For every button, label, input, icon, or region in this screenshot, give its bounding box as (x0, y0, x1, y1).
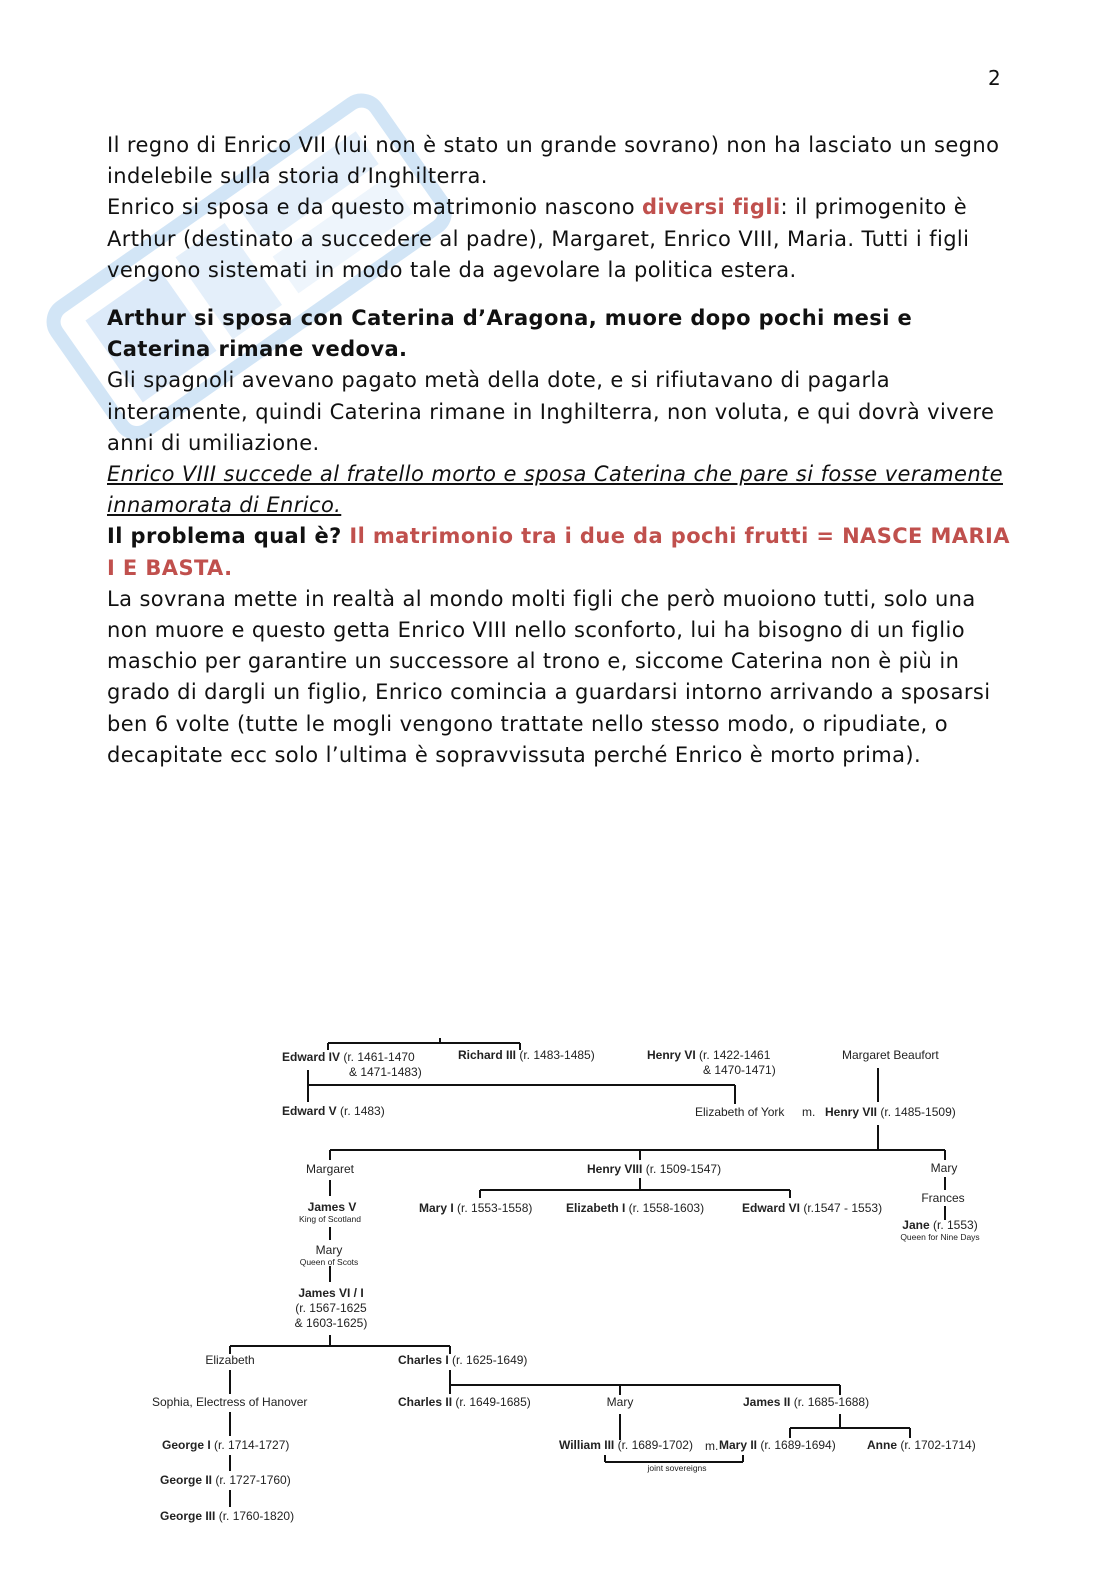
name: George III (160, 1509, 216, 1523)
name: Mary I (419, 1201, 454, 1215)
name: Edward IV (282, 1050, 341, 1064)
paragraph-enrico-viii: Enrico VIII succede al fratello morto e sposa Caterina che pare si fosse veramente innamorata di Enrico. (107, 462, 1003, 518)
name: Charles II (398, 1395, 453, 1409)
node-charles-i (398, 1353, 527, 1367)
paragraph-sovrana: La sovrana mette in realtà al mondo molti figli che però muoiono tutti, solo una non muore e questo getta Enrico VIII nello sconforto, lui ha bisogno di un figlio maschio per garantire un successore al trono e, siccome Caterina non è più in grado di dargli un figlio, Enrico comincia a guardarsi intorno arrivando a sposarsi ben 6 volte (tutte le mogli vengono trattate nello stesso modo, o ripudiate, o decapitate ecc solo l’ultima è sopravvissuta perché Enrico è morto prima). (107, 586, 991, 767)
node-richard-iii (458, 1048, 595, 1062)
name: James VI / I (298, 1286, 364, 1300)
node-james-vi (298, 1286, 363, 1300)
node-james-ii (743, 1395, 869, 1409)
node-elizabeth-i (566, 1201, 704, 1215)
reign: (r. 1689-1702) (614, 1438, 693, 1452)
node-elizabeth-of-york: Elizabeth of York (695, 1105, 785, 1119)
name: Richard III (458, 1048, 517, 1062)
paragraph-intro: Il regno di Enrico VII (lui non è stato un grande sovrano) non ha lasciato un segno indelebile sulla storia d’Inghilterra. (107, 133, 1000, 189)
name: William III (559, 1438, 615, 1452)
node-mary-i (419, 1201, 532, 1215)
marriage-mark-william: m. (705, 1439, 719, 1453)
name: Anne (867, 1438, 897, 1452)
name: Henry VIII (587, 1162, 643, 1176)
node-anne (867, 1438, 976, 1452)
reign: (r. 1461-1470 (340, 1050, 415, 1064)
node-mary-tudor: Mary (930, 1161, 958, 1175)
node-james-vi-reign: (r. 1567-1625 (295, 1301, 367, 1315)
reign: (r. 1558-1603) (625, 1201, 705, 1215)
paragraph-arthur: Arthur si sposa con Caterina d’Aragona, muore dopo pochi mesi e Caterina rimane vedova. (107, 306, 913, 362)
node-edward-iv (282, 1050, 415, 1064)
text-span: : il primogenito è Arthur (destinato a succedere al padre), Margaret, Enrico VIII, Maria. Tutti i figli vengono sistemati in modo tale da agevolare la politica estera. (107, 195, 970, 282)
node-edward-v (282, 1104, 385, 1118)
reign: (r. 1702-1714) (897, 1438, 976, 1452)
node-margaret: Margaret (305, 1162, 355, 1176)
node-george-ii (160, 1473, 291, 1487)
reign: (r.1547 - 1553) (800, 1201, 883, 1215)
node-elizabeth: Elizabeth (205, 1353, 255, 1367)
reign: (r. 1485-1509) (877, 1105, 956, 1119)
node-james-vi-reign2: & 1603-1625) (294, 1316, 368, 1330)
name: James II (743, 1395, 791, 1409)
node-william-iii (559, 1438, 693, 1452)
reign: (r. 1760-1820) (215, 1509, 295, 1523)
reign: (r. 1483) (336, 1104, 385, 1118)
name: George I (162, 1438, 211, 1452)
node-henry-viii (587, 1162, 721, 1176)
paragraph-dote: Gli spagnoli avevano pagato metà della dote, e si rifiutavano di pagarla interamente, quindi Caterina rimane in Inghilterra, non voluta, e qui dovrà vivere anni di umiliazione. (107, 368, 995, 455)
marriage-mark: m. (802, 1105, 816, 1119)
paragraph-children (107, 192, 1017, 286)
node-edward-iv-reign2: & 1471-1483) (349, 1065, 422, 1079)
name: Elizabeth I (566, 1201, 626, 1215)
node-george-i (162, 1438, 289, 1452)
name: James V (307, 1200, 357, 1214)
node-george-iii (160, 1509, 294, 1523)
name: George II (160, 1473, 213, 1487)
reign: (r. 1553-1558) (453, 1201, 533, 1215)
node-mary-stuart: Mary (606, 1395, 634, 1409)
reign: (r. 1685-1688) (790, 1395, 870, 1409)
node-sophia: Sophia, Electress of Hanover (152, 1395, 308, 1409)
node-henry-vi (647, 1048, 770, 1062)
node-mary-ii (719, 1438, 836, 1452)
node-margaret-beaufort: Margaret Beaufort (842, 1048, 939, 1062)
reign: (r. 1483-1485) (516, 1048, 595, 1062)
node-henry-vi-reign2: & 1470-1471) (703, 1063, 776, 1077)
reign: (r. 1553) (929, 1218, 978, 1232)
node-charles-ii (398, 1395, 531, 1409)
problem-question: Il problema qual è? (107, 524, 350, 549)
name: Jane (902, 1218, 930, 1232)
highlight-diversi-figli: diversi figli (642, 195, 781, 220)
reign: (r. 1689-1694) (757, 1438, 836, 1452)
reign: (r. 1727-1760) (212, 1473, 291, 1487)
node-mary-qos-title: Queen of Scots (299, 1257, 359, 1267)
highlight-maria-i: Il matrimonio tra i due da pochi frutti = NASCE MARIA I E BASTA. (107, 524, 1010, 580)
family-tree-diagram (140, 1030, 1010, 1550)
name: Henry VI (647, 1048, 696, 1062)
name: Henry VII (825, 1105, 878, 1119)
node-henry-vii (825, 1105, 956, 1119)
node-jane (902, 1218, 977, 1232)
joint-sovereigns-label: joint sovereigns (647, 1463, 707, 1473)
reign: (r. 1509-1547) (642, 1162, 722, 1176)
reign: (r. 1714-1727) (210, 1438, 290, 1452)
node-james-v-title: King of Scotland (299, 1214, 361, 1224)
node-jane-title: Queen for Nine Days (900, 1232, 980, 1242)
name: Edward VI (742, 1201, 801, 1215)
name: Mary II (719, 1438, 758, 1452)
reign: (r. 1625-1649) (448, 1353, 528, 1367)
paragraph-problema (107, 521, 1017, 583)
node-frances: Frances (921, 1191, 965, 1205)
body-text (107, 130, 1017, 771)
node-edward-vi (742, 1201, 882, 1215)
name: Edward V (282, 1104, 337, 1118)
node-mary-queen-of-scots: Mary (315, 1243, 343, 1257)
node-james-v (308, 1200, 357, 1214)
page-number: 2 (988, 66, 1001, 90)
reign: (r. 1422-1461 (695, 1048, 771, 1062)
name: Charles I (398, 1353, 449, 1367)
text-span: Enrico si sposa e da questo matrimonio nascono (107, 195, 643, 220)
reign: (r. 1649-1685) (452, 1395, 531, 1409)
